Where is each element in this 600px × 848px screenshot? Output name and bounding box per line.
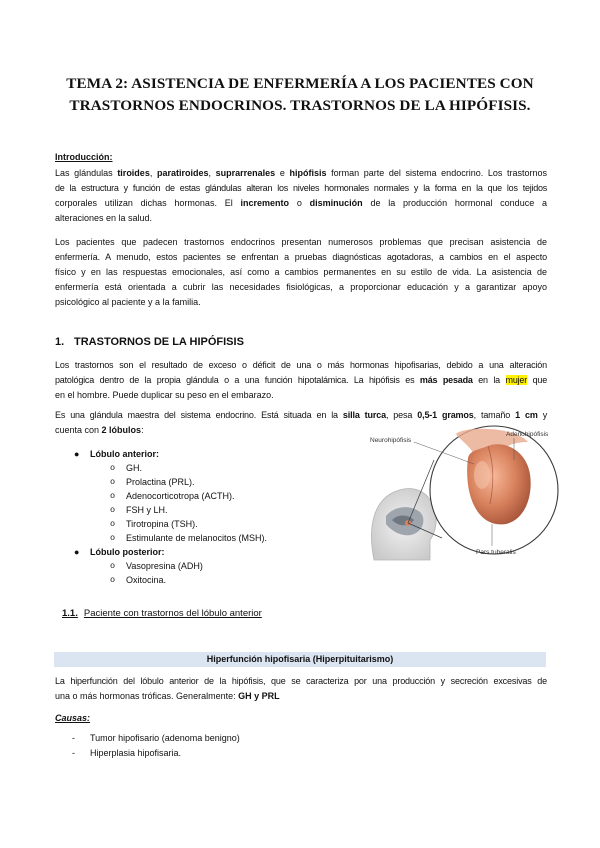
subsection-title: Paciente con trastornos del lóbulo anterior — [83, 608, 262, 619]
intro-paragraph-1 — [55, 166, 547, 226]
lobe-anterior: ● Lóbulo anterior: — [74, 449, 159, 459]
subsection-1-1-heading — [62, 608, 262, 619]
section-1-paragraph-1 — [55, 358, 547, 403]
s1-p2-line-2: cuenta con 2 lóbulos: — [55, 425, 144, 435]
intro-paragraph-2 — [55, 235, 547, 310]
list-item: - Hiperplasia hipofisaria. — [72, 746, 181, 761]
s1-p1-line-3: en el hombre. Puede duplicar su peso en el embarazo. — [55, 390, 274, 400]
section-band-hiperfuncion: Hiperfunción hipofisaria (Hiperpituitarismo) — [54, 652, 546, 667]
pituitary-illustration — [364, 420, 560, 570]
hyper-line-2: una o más hormonas tróficas. Generalmente: GH y PRL — [55, 691, 280, 701]
list-item: o Estimulante de melanocitos (MSH). — [110, 533, 268, 543]
section-1-title: TRASTORNOS DE LA HIPÓFISIS — [74, 336, 244, 348]
dash-bullet-icon: - — [72, 733, 75, 743]
hyperfunction-paragraph — [55, 674, 547, 704]
intro-p1-line-1: Las glándulas tiroides, paratiroides, suprarrenales e hipófisis forman parte del sistema endocrino. Los trastornos — [55, 168, 547, 178]
intro-p1-line-2: de la estructura y función de estas glándulas alteran los niveles hormonales normales y la forma en la que los tejidos — [55, 183, 547, 193]
circle-bullet-icon: o — [110, 505, 116, 515]
circle-bullet-icon: o — [110, 477, 116, 487]
circle-bullet-icon: o — [110, 575, 116, 585]
circle-bullet-icon: o — [110, 561, 116, 571]
causes-heading: Causas: — [55, 713, 91, 723]
bullet-icon: ● — [74, 449, 80, 459]
circle-bullet-icon: o — [110, 491, 116, 501]
list-item: - Tumor hipofisario (adenoma benigno) — [72, 731, 240, 746]
lobes-list — [70, 447, 267, 587]
circle-bullet-icon: o — [110, 463, 116, 473]
subsection-number: 1.1. — [62, 608, 78, 619]
circle-bullet-icon: o — [110, 519, 116, 529]
intro-p1-line-3: corporales utilizan dichas hormonas. El incremento o disminución de la producción hormonal conduce a — [55, 198, 547, 208]
title-line-1: TEMA 2: ASISTENCIA DE ENFERMERÍA A LOS PACIENTES CON — [66, 75, 534, 92]
dash-bullet-icon: - — [72, 748, 75, 758]
title-line-2: TRASTORNOS ENDOCRINOS. TRASTORNOS DE LA HIPÓFISIS. — [69, 97, 531, 114]
intro-p1-line-4: alteraciones en la salud. — [55, 213, 153, 223]
lobe-posterior: ● Lóbulo posterior: — [74, 547, 165, 557]
intro-p2-line-3: físico y en las respuestas emocionales, así como a cambios permanentes en su estilo de vida. La asistencia de — [55, 267, 547, 277]
page-title — [40, 73, 560, 117]
list-item: o Tirotropina (TSH). — [110, 519, 198, 529]
label-pars-tuberalis: Pars tuberalis — [476, 549, 516, 556]
list-item: o GH. — [110, 463, 143, 473]
intro-p2-line-2: enfermería. A menudo, estos pacientes se enfrentan a pruebas diagnósticas agotadoras, a cambios en el aspecto — [55, 252, 547, 262]
list-item: o Prolactina (PRL). — [110, 477, 195, 487]
section-1-number: 1. — [55, 336, 65, 348]
list-item: o Adenocorticotropa (ACTH). — [110, 491, 235, 501]
label-adenohipofisis: Adenohipófisis — [506, 431, 549, 438]
bullet-icon: ● — [74, 547, 80, 557]
section-1-heading — [55, 336, 244, 348]
intro-heading: Introducción: — [55, 152, 113, 162]
intro-p2-line-5: psicológico al paciente y a la familia. — [55, 297, 201, 307]
s1-p1-line-2: patológica dentro de la propia glándula o a una función hipotalámica. La hipófisis es más pesada en la mujer que — [55, 375, 548, 385]
list-item: o FSH y LH. — [110, 505, 168, 515]
s1-p1-line-1: Los trastornos son el resultado de exceso o déficit de una o más hormonas hipofisarias, debido a una alteración — [55, 360, 547, 370]
highlight-mujer: mujer — [505, 375, 528, 385]
intro-p2-line-1: Los pacientes que padecen trastornos endocrinos presentan numerosos problemas que precisan asistencia de — [55, 237, 547, 247]
list-item: o Oxitocina. — [110, 575, 167, 585]
head-silhouette — [371, 489, 436, 560]
s1-p2-line-1: Es una glándula maestra del sistema endocrino. Está situada en la silla turca, pesa 0,5-1 gramos, tamaño 1 cm y — [55, 410, 548, 420]
label-neurohipofisis: Neurohipófisis — [370, 437, 412, 444]
hyper-line-1: La hiperfunción del lóbulo anterior de la hipófisis, que se caracteriza por una producción y secreción excesivas de — [55, 676, 547, 686]
intro-p2-line-4: enfermería está orientada a cubrir las necesidades fisiológicas, a proporcionar educación y a garantizar apoyo — [55, 282, 547, 292]
circle-bullet-icon: o — [110, 533, 116, 543]
list-item: o Vasopresina (ADH) — [110, 561, 203, 571]
